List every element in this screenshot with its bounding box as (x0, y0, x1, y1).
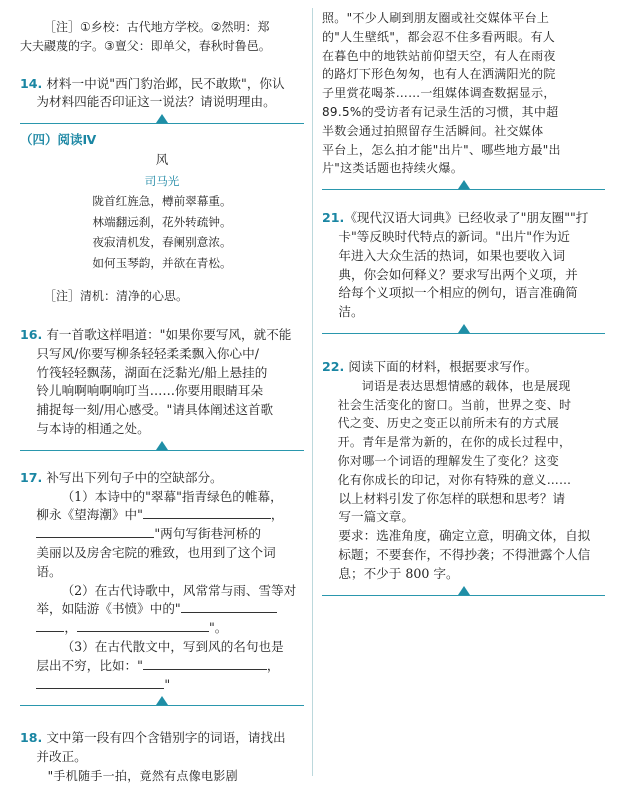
triangle-icon (156, 441, 168, 450)
answer-blank[interactable] (77, 619, 209, 632)
question-text: 竹筏轻轻飘荡，湖面在泛黏光/船上悬挂的 (36, 364, 268, 380)
question-text: 阅读下面的材料，根据要求写作。 (348, 358, 538, 374)
fill-line: 柳永《望海潮》中" ， (36, 507, 284, 523)
question-text: 典，你会如何释义？要求写出两个义项，并 (338, 266, 578, 282)
section-separator (20, 696, 304, 708)
fill-line: ， "。 (36, 619, 304, 638)
poem-title: 风 (155, 152, 169, 168)
material-text: "手机随手一拍，竟然有点像电影剧 (47, 768, 238, 783)
question-text: 举，如陆游《书愤》中的" (36, 601, 181, 617)
question-text: 层出不穷，比如：" (36, 657, 143, 673)
material-line: 社会生活变化的窗口。当前，世界之变、时 (337, 397, 572, 412)
question-text: "两句写街巷河桥的 (154, 526, 261, 542)
question-text: 《现代汉语大词典》已经收录了"朋友圈""打 (344, 210, 589, 226)
question-number: 14. (20, 75, 43, 91)
triangle-icon (156, 114, 168, 123)
question-text: 并改正。 (36, 749, 87, 765)
column-divider (312, 8, 313, 776)
question-text: （1）本诗中的"翠幕"指青绿色的帷幕， (61, 488, 283, 504)
fill-line (36, 525, 304, 544)
left-column (20, 0, 304, 786)
question-text: 给每个义项拟一个相应的例句，语言准确简 (338, 285, 578, 301)
triangle-icon (458, 586, 470, 595)
poem-line: 陇首红旌急，樽前翠幕重。 (92, 194, 232, 209)
question-16 (20, 326, 304, 345)
material-line: 词语是表达思想情感的载体，也是展现 (361, 378, 571, 393)
right-column (322, 0, 605, 602)
material-line: 你对哪一个词语的理解发生了变化？这变 (337, 453, 559, 468)
answer-blank[interactable] (181, 600, 277, 613)
section-heading: （四）阅读Ⅳ (20, 132, 97, 148)
question-text: 写一篇文章。 (338, 509, 414, 525)
answer-blank[interactable] (36, 525, 154, 538)
triangle-icon (458, 180, 470, 189)
section-separator (322, 180, 605, 192)
question-21 (322, 209, 605, 228)
poem-author: 司马光 (144, 173, 180, 188)
material-line: 平台上，怎么拍才能"出片"、哪些地方最"出 (322, 142, 561, 157)
question-14 (20, 75, 304, 94)
material-line: 89.5%的受访者有记录生活的习惯，其中超 (322, 104, 559, 119)
question-text: 为材料四能否印证这一说法？请说明理由。 (36, 94, 276, 110)
question-text: 与本诗的相通之处。 (36, 420, 150, 436)
question-text: 只写风/你要写柳条轻轻柔柔飘入你心中/ (36, 345, 259, 361)
question-18 (20, 729, 304, 748)
poem (20, 150, 304, 273)
section-separator (322, 324, 605, 336)
question-number: 18. (20, 730, 43, 746)
question-number: 16. (20, 326, 43, 342)
material-line: 开。青年是常为新的，在你的成长过程中， (337, 435, 572, 450)
material-line: 半数会通过拍照留存生活瞬间。社交媒体 (322, 123, 544, 138)
section-separator (322, 586, 605, 598)
material-line: 化有你成长的印记，对你有特殊的意义…… (337, 472, 572, 487)
poem-line: 如何玉琴韵，并欲在青松。 (92, 255, 232, 270)
material-line: 片"这类话题也持续火爆。 (322, 161, 464, 176)
question-17-body (20, 488, 304, 695)
section-separator (20, 114, 304, 126)
question-text: 捕捉每一刻/用心感受。"请具体阐述这首歌 (36, 402, 274, 418)
requirement-text: 息；不少于 800 字。 (338, 565, 459, 581)
answer-blank[interactable] (143, 657, 267, 670)
material-continuation (322, 9, 605, 178)
fill-line (36, 676, 304, 695)
material-line: 在暮色中的地铁站前仰望天空，有人在雨夜 (322, 48, 556, 63)
poem-line: 夜寂清机发，春阑别意浓。 (92, 235, 232, 250)
requirement-text: 标题；不要套作，不得抄袭；不得泄露个人信 (338, 546, 591, 562)
question-text: " (164, 676, 171, 692)
question-number: 17. (20, 469, 43, 485)
question-text: 铃儿响啊响啊响叮当……你要用眼睛耳朵 (36, 383, 264, 399)
material-line: 照。"不少人刷到朋友圈或社交媒体平台上 (322, 11, 550, 25)
requirement-text: 要求：选准角度，确定立意，明确文体，自拟 (338, 528, 591, 544)
question-text: 以上材料引发了你怎样的联想和思考？请 (338, 490, 566, 506)
note-line: ［注］①乡校：古代地方学校。②然明：郑 (44, 20, 270, 34)
question-number: 22. (322, 358, 345, 374)
answer-blank[interactable] (36, 619, 64, 632)
triangle-icon (156, 696, 168, 705)
question-text: 年进入大众生活的热词，如果也要收入词 (338, 247, 566, 263)
question-text: 柳永《望海潮》中" (36, 507, 143, 523)
question-text: 语。 (36, 563, 62, 579)
fill-line (36, 600, 304, 619)
question-text: （2）在古代诗歌中，风常常与雨、雪等对 (61, 582, 297, 598)
question-22-material (322, 377, 605, 490)
answer-blank[interactable] (143, 506, 271, 519)
question-text: 美丽以及房舍宅院的雅致，也用到了这个词 (36, 544, 276, 560)
question-text: 材料一中说"西门豹治邺，民不敢欺"，你认 (46, 75, 285, 91)
note-line: 大夫鬷蔑的字。③亶父：即单父，春秋时鲁邑。 (20, 38, 271, 53)
question-text: 补写出下列句子中的空缺部分。 (46, 469, 223, 485)
material-line: 代之变、历史之变正以前所未有的方式展 (337, 416, 559, 431)
material-line: 的路灯下形色匆匆，也有人在洒满阳光的院 (322, 67, 556, 82)
question-text: 有一首歌这样唱道："如果你要写风，就不能 (46, 326, 292, 342)
question-17 (20, 469, 304, 488)
question-text: 卡"等反映时代特点的新词。"出片"作为近 (338, 228, 570, 244)
question-text: 文中第一段有四个含错别字的词语，请找出 (46, 730, 286, 746)
question-text: （3）在古代散文中，写到风的名句也是 (61, 638, 284, 654)
question-22 (322, 358, 605, 377)
question-text: 洁。 (338, 304, 364, 320)
poem-note: ［注］清机：清净的心思。 (44, 289, 189, 304)
triangle-icon (458, 324, 470, 333)
material-line: 的"人生壁纸"，都会忍不住多看两眼。有人 (322, 29, 556, 44)
section-separator (20, 441, 304, 453)
answer-blank[interactable] (36, 676, 164, 689)
fill-line: 层出不穷，比如：" ， (36, 657, 280, 673)
poem-line: 林端翻远刹，花外转疏钟。 (92, 214, 232, 229)
question-text: "。 (208, 620, 228, 636)
question-number: 21. (322, 210, 345, 226)
material-line: 子里赏花喝茶……一组媒体调查数据显示， (322, 86, 556, 101)
